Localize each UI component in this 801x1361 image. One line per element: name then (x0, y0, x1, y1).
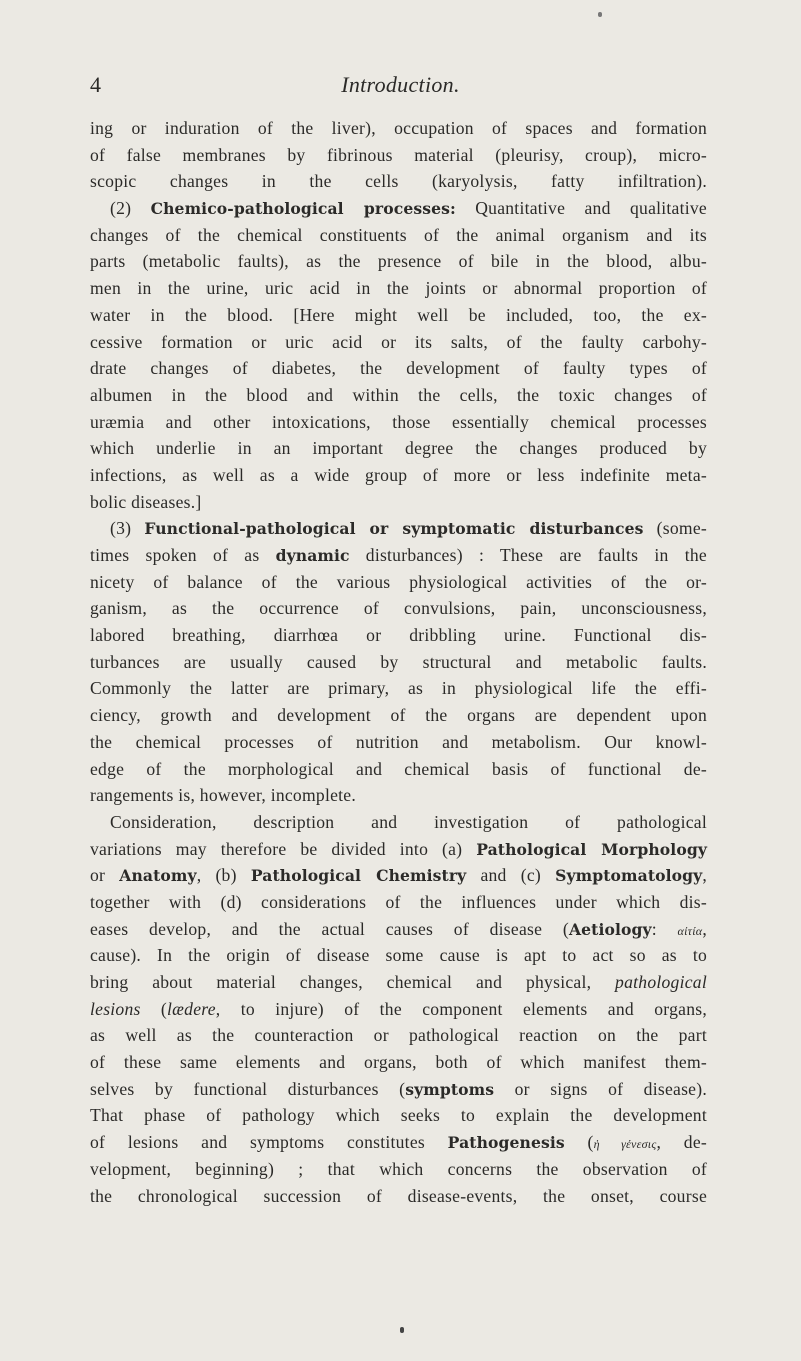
text-run: nicety of balance of the various physiological activities of the or- (90, 571, 707, 592)
bold-term: dynamic (275, 546, 350, 565)
text-run: ( (140, 998, 168, 1019)
text-run: rangements is, however, incomplete. (90, 785, 357, 806)
speck-mark (400, 1327, 404, 1333)
text-run: or (90, 865, 120, 886)
text-run: edge of the morphological and chemical basis of functional de- (90, 758, 707, 779)
text-run: ganism, as the occurrence of convulsions, pain, unconsciousness, (90, 598, 707, 619)
text-run: Quantitative and qualitative (455, 198, 707, 219)
text-line (90, 996, 707, 1023)
text-run: as well as the counteraction or pathological reaction on the part (90, 1025, 707, 1046)
text-line (90, 729, 707, 756)
text-line (90, 1076, 707, 1103)
text-run: , (b) (196, 865, 251, 886)
bold-term: Aetiology (568, 919, 652, 939)
italic-term: pathological (615, 972, 707, 992)
text-run: changes of the chemical constituents of the animal organism and its (90, 224, 707, 245)
text-run: drate changes of diabetes, the development of faulty types of (90, 358, 707, 379)
text-line (90, 1156, 707, 1183)
text-line (90, 248, 707, 275)
text-run: velopment, beginning) ; that which concerns the observation of (90, 1158, 707, 1179)
text-line (90, 622, 707, 649)
bold-term: Symptomatology (555, 866, 703, 886)
text-run: , (702, 865, 707, 886)
text-line (90, 489, 707, 516)
bold-term: Chemico-pathological processes: (150, 199, 456, 219)
italic-term: lesions (90, 998, 141, 1019)
page-header (90, 72, 711, 106)
text-run: men in the urine, uric acid in the joints or abnormal proportion of (90, 278, 707, 299)
speck-mark (598, 12, 602, 17)
text-line (90, 275, 707, 302)
text-run: : (651, 918, 678, 939)
italic-term: lædere (167, 998, 216, 1019)
text-run: infections, as well as a wide group of more or less indefinite meta- (90, 464, 707, 485)
text-run: Commonly the latter are primary, as in physiological life the effi- (90, 678, 707, 699)
text-run: and (c) (466, 865, 556, 886)
bold-term: Pathological Morphology (476, 839, 707, 859)
text-run: turbances are usually caused by structural and metabolic faults. (90, 651, 707, 672)
text-line (90, 756, 707, 783)
text-run: (2) (110, 198, 151, 219)
text-line (90, 569, 707, 596)
text-line (90, 675, 707, 702)
bold-term: Pathogenesis (447, 1133, 565, 1153)
text-line (90, 1022, 707, 1049)
text-line (90, 515, 707, 542)
text-line (90, 889, 707, 916)
text-run: bolic diseases.] (90, 491, 202, 512)
text-line (90, 302, 707, 329)
text-run: bring about material changes, chemical and physical, (90, 972, 616, 992)
greek-term: ἡ γένεσις (593, 1137, 657, 1152)
text-run: , de- (656, 1132, 708, 1153)
text-line (90, 1049, 707, 1076)
text-line (90, 542, 707, 569)
text-run: disturbances) : These are faults in the (349, 545, 707, 565)
text-line (90, 916, 707, 943)
text-run: eases develop, and the actual causes of disease ( (90, 918, 569, 939)
text-run: cessive formation or uric acid or its salts, of the faulty carbohy- (90, 331, 707, 352)
text-run: of false membranes by fibrinous material (pleurisy, croup), micro- (90, 144, 707, 165)
text-line (90, 409, 707, 436)
text-line (90, 115, 707, 142)
text-run: scopic changes in the cells (karyolysis, fatty infiltration). (90, 171, 707, 192)
text-line (90, 862, 707, 889)
text-run: the chemical processes of nutrition and metabolism. Our knowl- (90, 731, 707, 752)
bold-term: Anatomy (119, 866, 197, 886)
text-line (90, 649, 707, 676)
text-line (90, 168, 707, 195)
text-line (90, 222, 707, 249)
text-run: water in the blood. [Here might well be included, too, the ex- (90, 304, 707, 325)
text-line (90, 382, 707, 409)
text-line (90, 1183, 707, 1210)
text-run: cause). In the origin of disease some cause is apt to act so as to (90, 945, 707, 966)
text-line (90, 329, 707, 356)
text-line (90, 809, 707, 836)
text-run: ciency, growth and development of the organs are dependent upon (90, 705, 707, 726)
text-line (90, 462, 707, 489)
text-line (90, 942, 707, 969)
text-run: selves by functional disturbances ( (90, 1078, 406, 1099)
running-title: Introduction. (341, 72, 460, 97)
greek-term: αἰτία (677, 923, 703, 938)
text-run: (some- (643, 518, 707, 539)
text-run: albumen in the blood and within the cells, the toxic changes of (90, 384, 707, 405)
text-line (90, 782, 707, 809)
text-run: variations may therefore be divided into (a) (90, 838, 477, 859)
text-line (90, 595, 707, 622)
text-line (90, 1129, 707, 1156)
text-run: ( (564, 1132, 594, 1153)
text-run: (3) (110, 518, 145, 539)
text-run: parts (metabolic faults), as the presence of bile in the blood, albu- (90, 251, 707, 272)
text-run: the chronological succession of disease-events, the onset, course (90, 1185, 707, 1206)
text-run: , (702, 918, 707, 939)
text-run: Consideration, description and investigation of pathological (110, 811, 707, 832)
text-run: or signs of disease). (494, 1078, 707, 1099)
text-line (90, 969, 707, 996)
text-line (90, 142, 707, 169)
text-line (90, 702, 707, 729)
text-line (90, 1102, 707, 1129)
text-run: , to injure) of the component elements and organs, (215, 998, 707, 1019)
body-text (90, 115, 707, 1209)
text-run: together with (d) considerations of the influences under which dis- (90, 891, 707, 912)
text-line (90, 195, 707, 222)
text-line (90, 435, 707, 462)
text-run: of lesions and symptoms constitutes (90, 1132, 448, 1153)
bold-term: Pathological Chemistry (250, 866, 467, 886)
text-run: times spoken of as (90, 545, 276, 565)
text-run: uræmia and other intoxications, those essentially chemical processes (90, 411, 707, 432)
text-line (90, 836, 707, 863)
text-run: That phase of pathology which seeks to explain the development (90, 1105, 707, 1126)
page-number: 4 (90, 72, 101, 97)
bold-term: symptoms (405, 1079, 495, 1099)
text-run: labored breathing, diarrhœa or dribbling urine. Functional dis- (90, 625, 707, 646)
text-run: of these same elements and organs, both of which manifest them- (90, 1052, 707, 1073)
text-run: ing or induration of the liver), occupation of spaces and formation (90, 118, 707, 138)
text-run: which underlie in an important degree the changes produced by (90, 438, 707, 459)
text-line (90, 355, 707, 382)
bold-term: Functional-pathological or symptomatic disturbances (144, 519, 644, 539)
